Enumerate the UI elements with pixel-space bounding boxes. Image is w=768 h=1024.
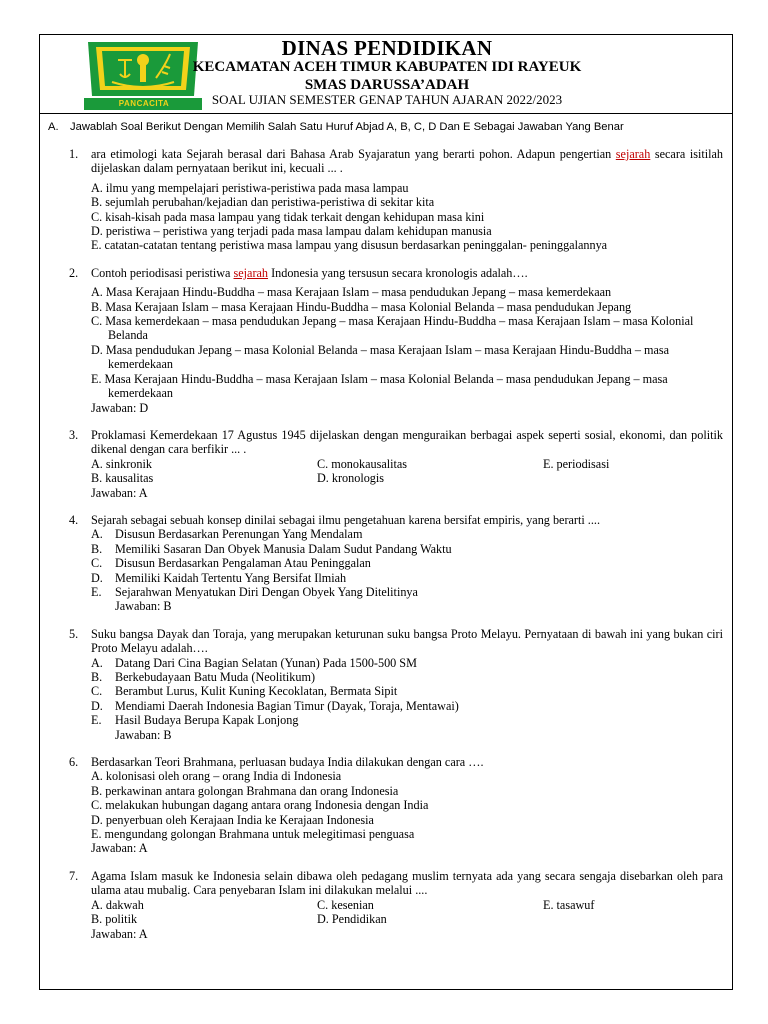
option-text: Datang Dari Cina Bagian Selatan (Yunan) Pada 1500-500 SM	[115, 655, 417, 670]
option[interactable]	[91, 542, 723, 556]
option-text: Berkebudayaan Batu Muda (Neolitikum)	[115, 670, 316, 684]
highlight-word: sejarah	[233, 265, 269, 280]
option-letter: E.	[91, 584, 102, 599]
question-4	[69, 513, 723, 614]
question-number: 1.	[69, 147, 79, 161]
option[interactable]	[91, 585, 723, 599]
option[interactable]: D. penyerbuan oleh Kerajaan India ke Kerajaan Indonesia	[91, 812, 374, 827]
option[interactable]	[91, 656, 723, 670]
stem-part: Contoh periodisasi peristiwa	[91, 265, 234, 280]
option-letter: D.	[91, 570, 103, 585]
header-school: SMAS DARUSSA’ADAH	[304, 77, 470, 93]
option-letter: D.	[91, 698, 103, 713]
option[interactable]: A. kolonisasi oleh orang – orang India di Indonesia	[91, 769, 342, 784]
option-letter: C.	[91, 684, 103, 699]
logo-label: PANCACITA	[118, 99, 170, 108]
question-5	[69, 627, 723, 742]
answer-key: Jawaban: A	[91, 841, 148, 856]
options	[91, 457, 723, 486]
option[interactable]	[91, 670, 723, 684]
header-district: KECAMATAN ACEH TIMUR KABUPATEN IDI RAYEUK	[192, 59, 582, 75]
option[interactable]: B. Masa Kerajaan Islam – masa Kerajaan Hindu-Buddha – masa Kolonial Belanda – masa pendudukan Jepang	[91, 299, 632, 314]
option-text: Disusun Berdasarkan Pengalaman Atau Peninggalan	[115, 556, 371, 571]
option-letter: B.	[91, 670, 103, 684]
option[interactable]	[91, 713, 723, 727]
stem-part: secara isitilah dijelaskan dalam pernyataan berikut ini, kecuali ... .	[91, 147, 724, 176]
option[interactable]: A. Masa Kerajaan Hindu-Buddha – masa Kerajaan Islam – masa pendudukan Jepang – masa kemerdekaan	[91, 285, 612, 300]
option-letter: A.	[91, 655, 103, 670]
options	[91, 181, 723, 253]
answer-key: Jawaban: B	[115, 599, 172, 614]
answer-key: Jawaban: B	[115, 727, 172, 742]
question-number: 6.	[69, 755, 79, 770]
question-stem: Proklamasi Kemerdekaan 17 Agustus 1945 dijelaskan dengan menguraikan berbagai aspek seperti sosial, ekonomi, dan politik dikenal dengan cara berfikir ... .	[91, 427, 723, 457]
question-stem: Sejarah sebagai sebuah konsep dinilai sebagai ilmu pengetahuan karena bersifat empiris, yang berarti ....	[91, 512, 600, 527]
question-number: 2.	[69, 265, 79, 280]
option-text: Mendiami Daerah Indonesia Bagian Timur (Dayak, Toraja, Mentawai)	[115, 698, 459, 713]
questions	[69, 147, 723, 954]
option[interactable]	[91, 527, 723, 541]
options	[91, 285, 723, 400]
option[interactable]: E. periodisasi	[543, 456, 610, 471]
stem-part: Indonesia yang tersusun secara kronologis adalah….	[268, 265, 528, 280]
option[interactable]: C. kesenian	[317, 897, 374, 912]
option[interactable]: A. sinkronik	[91, 456, 152, 471]
option[interactable]: E. catatan-catatan tentang peristiwa masa lampau yang disusun berdasarkan peninggalan- peninggalannya	[91, 238, 608, 253]
header-exam: SOAL UJIAN SEMESTER GENAP TAHUN AJARAN 2022/2023	[211, 92, 563, 107]
option-text: Memiliki Kaidah Tertentu Yang Bersifat Ilmiah	[115, 570, 347, 585]
option[interactable]: A. dakwah	[91, 897, 144, 912]
option[interactable]: B. sejumlah perubahan/kejadian dan peristiwa-peristiwa di sekitar kita	[91, 195, 435, 210]
option[interactable]: B. perkawinan antara golongan Brahmana dan orang Indonesia	[91, 783, 399, 798]
question-stem: Berdasarkan Teori Brahmana, perluasan budaya India dilakukan dengan cara ….	[91, 755, 484, 770]
stem-part: ara etimologi kata Sejarah berasal dari Bahasa Arab Syajaratun yang berarti pohon. Adapun pengertian	[91, 147, 616, 161]
option[interactable]: E. mengundang golongan Brahmana untuk melegitimasi penguasa	[91, 827, 415, 842]
option[interactable]: B. politik	[91, 912, 138, 927]
option[interactable]: D. peristiwa – peristiwa yang terjadi pada masa lampau dalam kehidupan manusia	[91, 224, 492, 239]
option-letter: B.	[91, 541, 103, 556]
option[interactable]: C. Masa kemerdekaan – masa pendudukan Jepang – masa Kerajaan Hindu-Buddha – masa Kerajaan Islam – masa Kolonial Belanda	[91, 314, 694, 343]
option[interactable]	[91, 556, 723, 570]
option-text: Hasil Budaya Berupa Kapak Lonjong	[115, 713, 299, 728]
header-divider	[40, 113, 732, 114]
option[interactable]: D. Pendidikan	[317, 912, 387, 927]
instruction	[48, 121, 624, 133]
option[interactable]: D. Masa pendudukan Jepang – masa Kolonial Belanda – masa Kerajaan Islam – masa Kerajaan Hindu-Buddha – masa kemerdekaan	[91, 342, 670, 372]
question-stem	[91, 147, 723, 176]
letterhead	[40, 35, 734, 115]
option[interactable]: E. tasawuf	[543, 897, 595, 912]
answer-key: Jawaban: A	[91, 485, 148, 500]
question-number: 7.	[69, 868, 79, 883]
question-1	[69, 147, 723, 253]
question-stem: Suku bangsa Dayak dan Toraja, yang merupakan keturunan suku bangsa Proto Melayu. Pernyataan di bawah ini yang bukan ciri Proto Melayu adalah….	[91, 626, 723, 656]
instruction-letter: A.	[48, 121, 59, 133]
option[interactable]: E. Masa Kerajaan Hindu-Buddha – masa Kerajaan Islam – masa Kolonial Belanda – masa pendudukan Jepang – masa kemerdekaan	[91, 371, 668, 401]
option-text: Memiliki Sasaran Dan Obyek Manusia Dalam Sudut Pandang Waktu	[115, 541, 452, 556]
question-number: 3.	[69, 427, 79, 442]
option[interactable]: A. ilmu yang mempelajari peristiwa-peristiwa pada masa lampau	[91, 180, 409, 195]
option-text: Sejarahwan Menyatukan Diri Dengan Obyek Yang Ditelitinya	[115, 584, 418, 599]
option[interactable]: C. kisah-kisah pada masa lampau yang tidak terkait dengan kehidupan masa kini	[91, 209, 485, 224]
question-stem	[91, 266, 723, 280]
option[interactable]: D. kronologis	[317, 471, 385, 486]
option[interactable]: C. monokausalitas	[317, 456, 408, 471]
option[interactable]: B. kausalitas	[91, 471, 154, 486]
option[interactable]	[91, 684, 723, 698]
header-title: DINAS PENDIDIKAN	[281, 36, 493, 60]
option[interactable]: C. melakukan hubungan dagang antara orang Indonesia dengan India	[91, 798, 429, 813]
question-stem: Agama Islam masuk ke Indonesia selain dibawa oleh pedagang muslim ternyata ada yang secara sengaja disebarkan oleh para ulama atau mubalig. Cara penyebaran Islam ini dilakukan melalui ....	[91, 868, 723, 898]
highlight-word: sejarah	[615, 147, 651, 161]
option[interactable]	[91, 571, 723, 585]
question-7	[69, 869, 723, 941]
answer-key: Jawaban: A	[91, 926, 148, 941]
page-frame	[39, 34, 733, 990]
option-text: Disusun Berdasarkan Perenungan Yang Mendalam	[115, 527, 363, 542]
option-text: Berambut Lurus, Kulit Kuning Kecoklatan, Bermata Sipit	[115, 684, 398, 699]
option[interactable]	[91, 699, 723, 713]
instruction-text: Jawablah Soal Berikut Dengan Memilih Salah Satu Huruf Abjad A, B, C, D Dan E Sebagai Jawaban Yang Benar	[70, 121, 624, 133]
option-letter: A.	[91, 527, 103, 542]
question-number: 5.	[69, 626, 79, 641]
options	[91, 898, 723, 927]
option-letter: C.	[91, 556, 103, 571]
question-3	[69, 428, 723, 500]
question-number: 4.	[69, 512, 79, 527]
option-letter: E.	[91, 713, 102, 728]
answer-key: Jawaban: D	[91, 400, 149, 415]
question-2	[69, 266, 723, 415]
question-6	[69, 755, 723, 856]
